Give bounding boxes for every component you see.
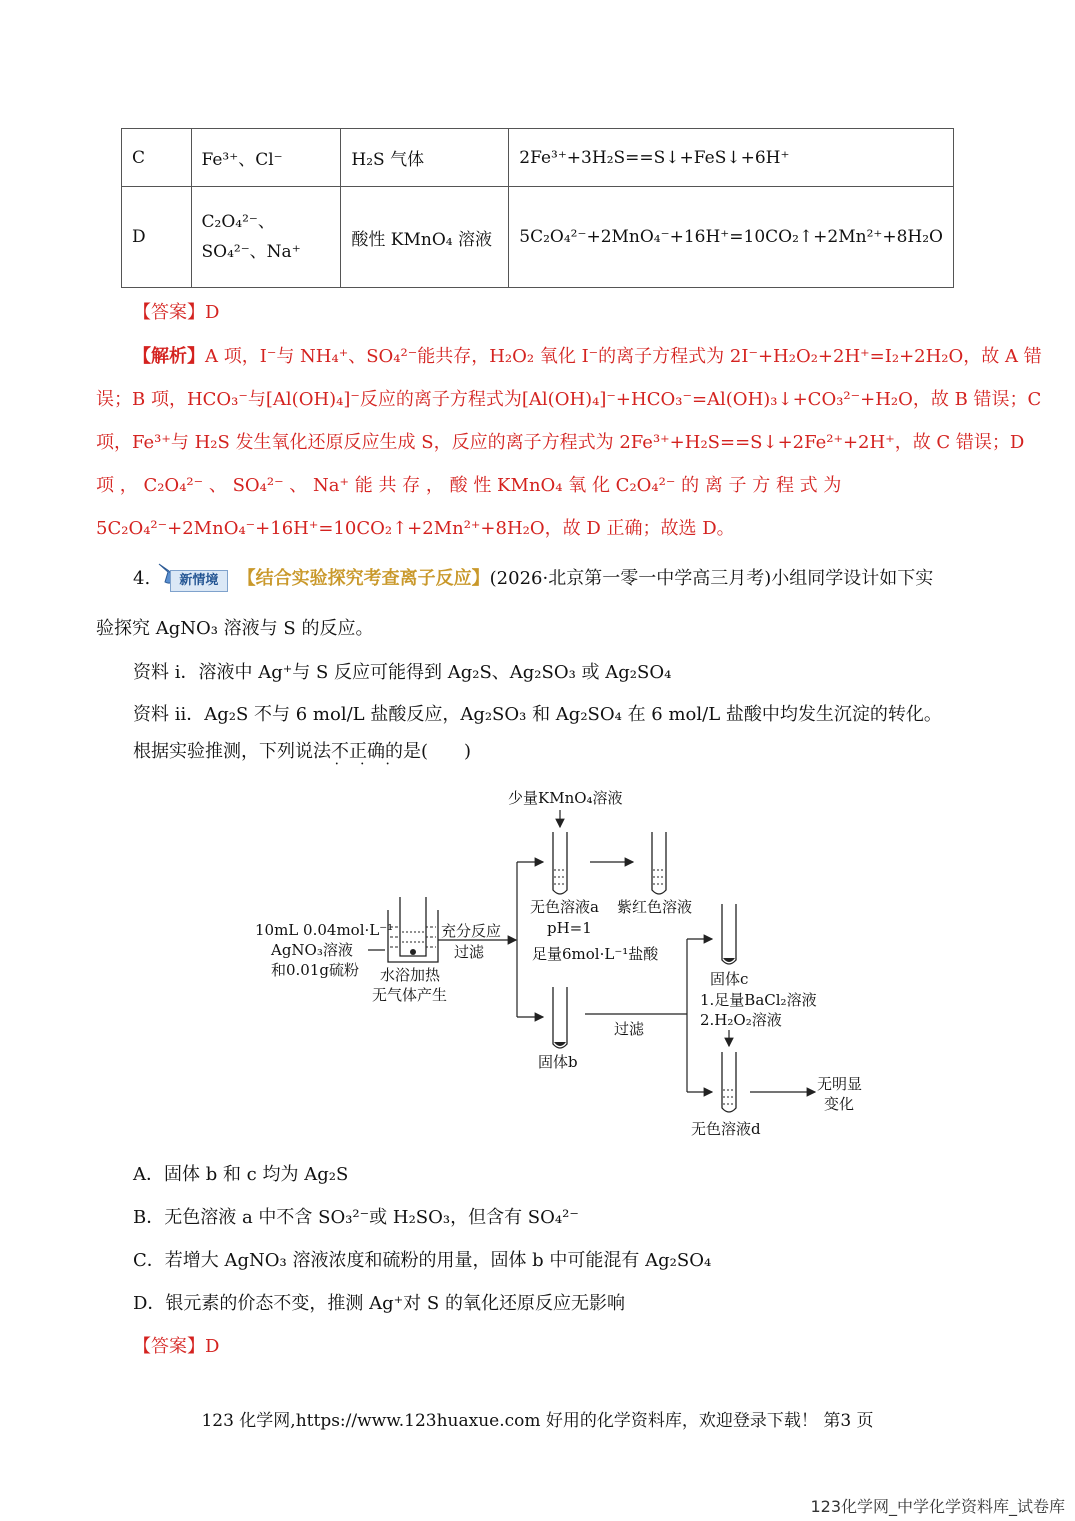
bath-label: 水浴加热 (380, 966, 441, 984)
start-line-2: AgNO₃溶液 (271, 941, 353, 959)
question-header (133, 564, 933, 592)
reagent-cell: H₂S 气体 (341, 129, 509, 187)
answer-value: D (205, 302, 220, 323)
option-d: D．银元素的价态不变，推测 Ag⁺对 S 的氧化还原反应无影响 (133, 1293, 625, 1314)
analysis-line-5: 5C₂O₄²⁻+2MnO₄⁻+16H⁺=10CO₂↑+2Mn²⁺+8H₂O，故 D 正确；故选 D。 (96, 518, 735, 539)
beaker (388, 897, 438, 962)
analysis-line-4: 项 ， C₂O₄²⁻ 、 SO₄²⁻ 、 Na⁺ 能 共 存 ， 酸 性 KMnO₄ 氧 化 C₂O₄²⁻ 的 离 子 方 程 式 为 (96, 475, 842, 496)
start-line-3: 和0.01g硫粉 (271, 961, 360, 979)
analysis-label: 【解析】 (133, 346, 205, 367)
step-1-label: 1.足量BaCl₂溶液 (700, 991, 817, 1009)
ions-cell: Fe³⁺、Cl⁻ (191, 129, 341, 187)
info-1: 资料 i．溶液中 Ag⁺与 S 反应可能得到 Ag₂S、Ag₂SO₃ 或 Ag₂SO₄ (133, 662, 672, 683)
solution-a-label: 无色溶液a (530, 898, 599, 916)
ions-cell: C₂O₄²⁻、SO₄²⁻、Na⁺ (191, 187, 341, 288)
test-tube-c (722, 904, 736, 964)
hcl-label: 足量6mol·L⁻¹盐酸 (532, 945, 659, 963)
analysis-line-1: 【解析】A 项，I⁻与 NH₄⁺、SO₄²⁻能共存，H₂O₂ 氧化 I⁻的离子方程式为 2I⁻+H₂O₂+2H⁺=I₂+2H₂O，故 A 错 (133, 346, 1042, 367)
filter-label-2: 过滤 (614, 1020, 645, 1038)
question-source: (2026·北京第一零一中学高三月考)小组同学设计如下实 (489, 568, 934, 589)
analysis-line-2: 误；B 项，HCO₃⁻与[Al(OH)₄]⁻反应的离子方程式为[Al(OH)₄]⁻+HCO₃⁻=Al(OH)₃↓+CO₃²⁻+H₂O，故 B 错误；C (96, 389, 1042, 410)
row-label: D (122, 187, 192, 288)
answer-line (133, 298, 219, 324)
option-b: B．无色溶液 a 中不含 SO₃²⁻或 H₂SO₃，但含有 SO₄²⁻ (133, 1207, 579, 1228)
emphasis-text: 不正确 • • • (331, 741, 385, 762)
experiment-diagram (240, 782, 880, 1142)
answer-label: 【答案】 (133, 1336, 205, 1357)
solid-b-label: 固体b (538, 1053, 578, 1071)
question-prompt: 根据实验推测，下列说法不正确 • • •的是( ) (133, 737, 471, 763)
question-topic: 【结合实验探究考查离子反应】 (237, 568, 490, 589)
step-2-label: 2.H₂O₂溶液 (700, 1011, 782, 1029)
option-c: C．若增大 AgNO₃ 溶液浓度和硫粉的用量，固体 b 中可能混有 Ag₂SO₄ (133, 1250, 712, 1271)
no-change-line-2: 变化 (824, 1095, 855, 1113)
reagent-cell: 酸性 KMnO₄ 溶液 (341, 187, 509, 288)
badge-label: 新情境 (170, 570, 228, 592)
options-table (121, 128, 954, 288)
filter-label-1: 过滤 (454, 943, 485, 961)
answer-value: D (205, 1336, 220, 1357)
test-tube-a (553, 832, 567, 894)
kmno4-label: 少量KMnO₄溶液 (508, 789, 623, 807)
solid-c-label: 固体c (710, 970, 749, 988)
solution-d-label: 无色溶液d (691, 1120, 761, 1138)
table-row (122, 187, 954, 288)
new-context-badge (156, 566, 228, 592)
ph-label: pH=1 (547, 919, 592, 937)
equation-cell: 5C₂O₄²⁻+2MnO₄⁻+16H⁺=10CO₂↑+2Mn²⁺+8H₂O (509, 187, 954, 288)
row-label: C (122, 129, 192, 187)
answer-label: 【答案】 (133, 302, 205, 323)
react-label: 充分反应 (441, 922, 502, 940)
test-tube-d (722, 1052, 736, 1112)
question-line-2: 验探究 AgNO₃ 溶液与 S 的反应。 (96, 618, 374, 639)
option-a: A．固体 b 和 c 均为 Ag₂S (133, 1164, 349, 1185)
equation-cell: 2Fe³⁺+3H₂S==S↓+FeS↓+6H⁺ (509, 129, 954, 187)
start-line-1: 10mL 0.04mol·L⁻¹ (255, 921, 394, 939)
info-2: 资料 ii．Ag₂S 不与 6 mol/L 盐酸反应，Ag₂SO₃ 和 Ag₂SO₄ 在 6 mol/L 盐酸中均发生沉淀的转化。 (133, 704, 942, 725)
analysis-line-3: 项，Fe³⁺与 H₂S 发生氧化还原反应生成 S，反应的离子方程式为 2Fe³⁺+H₂S==S↓+2Fe²⁺+2H⁺，故 C 错误；D (96, 432, 1025, 453)
table-row (122, 129, 954, 187)
test-tube-purple (652, 832, 666, 894)
test-tube-b (553, 987, 567, 1048)
purple-solution-label: 紫红色溶液 (617, 898, 693, 916)
question-number: 4. (133, 568, 151, 589)
answer-line-2 (133, 1332, 219, 1358)
no-gas-label: 无气体产生 (372, 986, 448, 1004)
page-footer: 123 化学网,https://www.123huaxue.com 好用的化学资料库，欢迎登录下载！ 第3 页 (201, 1411, 874, 1431)
no-change-line-1: 无明显 (817, 1075, 863, 1093)
watermark: 123化学网_中学化学资料库_试卷库 (810, 1497, 1065, 1516)
